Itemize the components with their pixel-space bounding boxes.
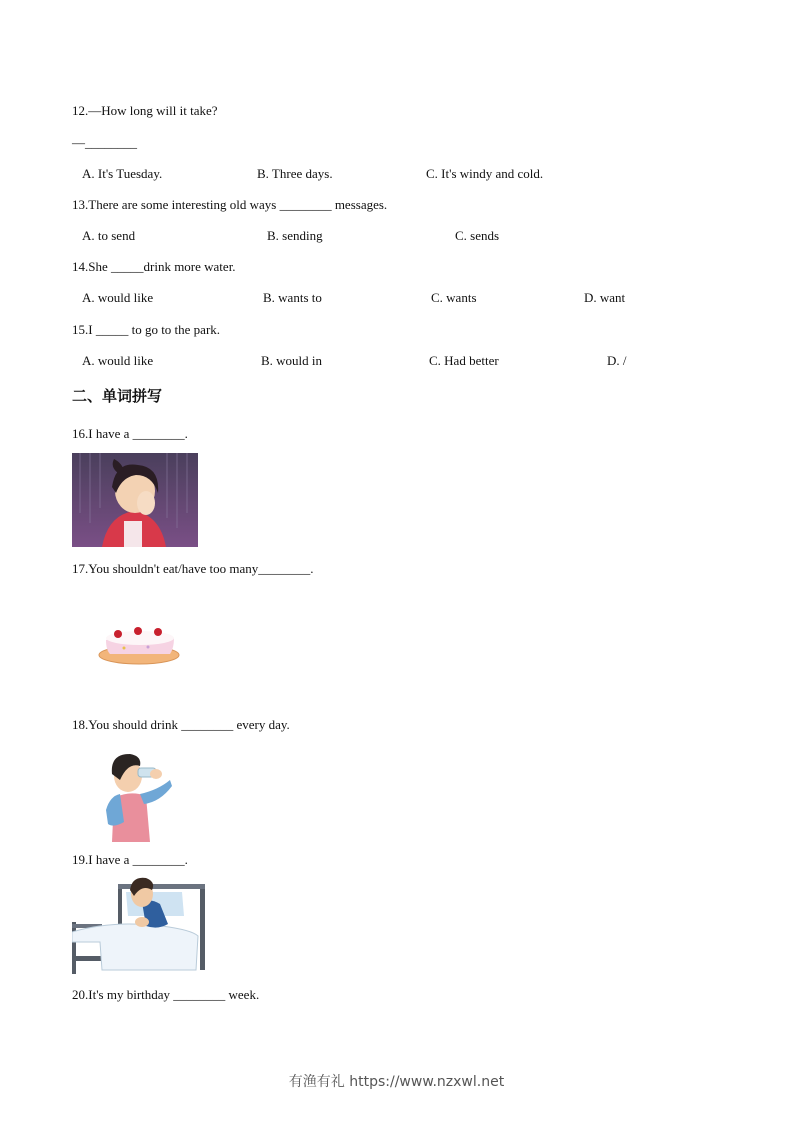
question-16-text: 16.I have a ________. bbox=[72, 426, 188, 441]
question-15-option-d: D. / bbox=[607, 353, 627, 368]
question-14-stem: 14.She _____drink more water. bbox=[72, 259, 236, 274]
question-15-stem: 15.I _____ to go to the park. bbox=[72, 322, 221, 337]
boy-in-bed-image bbox=[72, 876, 208, 974]
footer-watermark: 有渔有礼 https://www.nzxwl.net bbox=[288, 1074, 505, 1090]
cake-image bbox=[96, 620, 184, 670]
question-15-option-c: C. Had better bbox=[429, 353, 499, 368]
question-12-option-b: B. Three days. bbox=[257, 166, 333, 181]
question-12-option-c: C. It's windy and cold. bbox=[426, 166, 544, 181]
girl-toothache-image bbox=[72, 453, 198, 547]
question-15-option-a: A. would like bbox=[82, 353, 154, 368]
question-18-text: 18.You should drink ________ every day. bbox=[72, 717, 290, 732]
question-12-option-a: A. It's Tuesday. bbox=[82, 166, 163, 181]
question-20-text: 20.It's my birthday ________ week. bbox=[72, 987, 260, 1002]
question-14-option-c: C. wants bbox=[431, 290, 477, 305]
question-13-option-a: A. to send bbox=[82, 228, 136, 243]
question-12-stem: 12.—How long will it take? bbox=[72, 103, 218, 118]
question-14-option-a: A. would like bbox=[82, 290, 154, 305]
question-12-answer-line: —________ bbox=[72, 135, 137, 150]
boy-drinking-water-image bbox=[100, 750, 175, 842]
question-13-option-b: B. sending bbox=[267, 228, 323, 243]
question-15-option-b: B. would in bbox=[261, 353, 323, 368]
question-17-text: 17.You shouldn't eat/have too many________. bbox=[72, 561, 314, 576]
section-title-word-spelling: 二、单词拼写 bbox=[72, 387, 163, 405]
question-14-option-b: B. wants to bbox=[263, 290, 322, 305]
question-14-option-d: D. want bbox=[584, 290, 626, 305]
question-13-option-c: C. sends bbox=[455, 228, 500, 243]
question-19-text: 19.I have a ________. bbox=[72, 852, 188, 867]
question-13-stem: 13.There are some interesting old ways ________ messages. bbox=[72, 197, 388, 212]
